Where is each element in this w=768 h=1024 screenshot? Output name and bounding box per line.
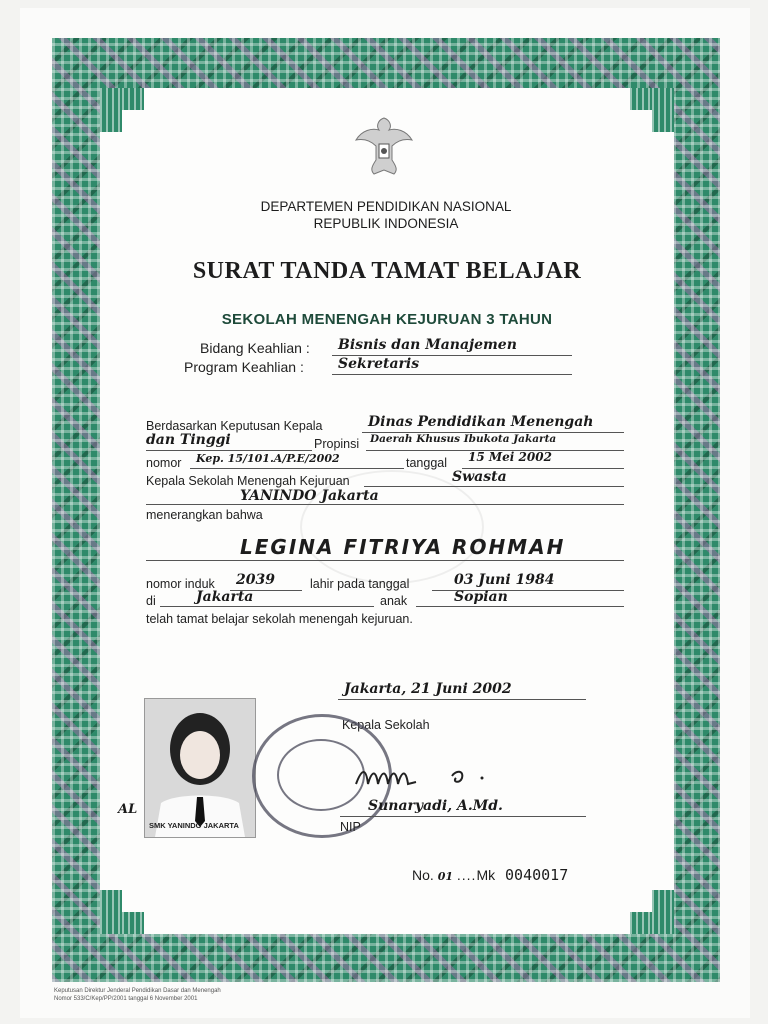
photo-caption: SMK YANINDO JAKARTA [149, 821, 239, 830]
kepala-sekolah-label: Kepala Sekolah Menengah Kejuruan [146, 474, 350, 488]
garuda-emblem-icon [352, 112, 416, 184]
corner-ornament-bottom-right-2 [630, 912, 652, 934]
graduation-statement: telah tamat belajar sekolah menengah kejuruan. [146, 612, 413, 626]
tanggal-value: 15 Mei 2002 [468, 450, 552, 464]
corner-ornament-bottom-right-3 [652, 890, 674, 912]
student-photo [144, 698, 256, 838]
kepala-sekolah-value: Swasta [452, 469, 507, 485]
bidang-value: Bisnis dan Manajemen [338, 337, 517, 353]
anak-value: Sopian [454, 589, 508, 605]
footnote-line-1: Keputusan Direktur Jenderal Pendidikan Dasar dan Menengah [54, 988, 221, 994]
footnote-line-2: Nomor 533/C/Kep/PP/2001 tanggal 6 November 2001 [54, 996, 198, 1002]
menerangkan-text: menerangkan bahwa [146, 508, 263, 522]
signature-scribble-icon [352, 762, 492, 792]
corner-ornament-bottom-left [100, 912, 122, 934]
school-type: SEKOLAH MENENGAH KEJURUAN 3 TAHUN [221, 311, 553, 328]
kepala-underline-2 [146, 450, 312, 451]
signer-underline [340, 816, 586, 817]
program-value: Sekretaris [338, 356, 420, 372]
corner-ornament-bottom-left-2 [122, 912, 144, 934]
corner-ornament-top-left-3 [100, 110, 122, 132]
nomor-underline [190, 468, 404, 469]
corner-ornament-top-right [652, 88, 674, 110]
lahir-label: lahir pada tanggal [310, 577, 410, 591]
anak-label: anak [380, 594, 408, 608]
serial-block: No. 01 ....Mk 0040017 [412, 866, 569, 884]
anak-underline [416, 606, 624, 607]
kepala-value-2: dan Tinggi [146, 432, 231, 448]
nomor-value: Kep. 15/101.A/P.E/2002 [196, 452, 340, 465]
lahir-value: 03 Juni 1984 [454, 572, 555, 588]
school-underline [146, 504, 624, 505]
propinsi-label: Propinsi [314, 437, 360, 451]
student-portrait-icon [145, 699, 255, 837]
corner-ornament-top-right-3 [652, 110, 674, 132]
place-and-date: Jakarta, 21 Juni 2002 [344, 681, 512, 697]
di-value: Jakarta [196, 589, 254, 605]
nomor-induk-value: 2039 [236, 572, 275, 588]
kepala-value-1: Dinas Pendidikan Menengah [368, 414, 594, 430]
program-label: Program Keahlian : [184, 359, 304, 375]
photo-side-mark: AL [118, 802, 138, 817]
kepala-sekolah-role: Kepala Sekolah [342, 718, 430, 732]
nomor-induk-label: nomor induk [146, 577, 215, 591]
place-date-underline [338, 699, 586, 700]
certificate-title: SURAT TANDA TAMAT BELAJAR [192, 258, 582, 284]
serial-suffix: Mk [476, 867, 496, 883]
propinsi-value: Daerah Khusus Ibukota Jakarta [370, 433, 557, 445]
student-name-underline [146, 560, 624, 561]
nomor-label: nomor [146, 456, 182, 470]
student-name: LEGINA FITRIYA ROHMAH [240, 535, 566, 559]
ministry-name: DEPARTEMEN PENDIDIKAN NASIONAL [260, 199, 512, 214]
signer-name: Sunaryadi, A.Md. [368, 798, 503, 814]
di-label: di [146, 594, 156, 608]
serial-number: 0040017 [505, 866, 569, 884]
school-value: YANINDO Jakarta [240, 488, 379, 504]
corner-ornament-bottom-right [652, 912, 674, 934]
corner-ornament-top-right-2 [630, 88, 652, 110]
country-name: REPUBLIK INDONESIA [313, 216, 459, 231]
corner-ornament-top-left [100, 88, 122, 110]
di-underline [160, 606, 374, 607]
corner-ornament-top-left-2 [122, 88, 144, 110]
program-underline [332, 374, 572, 375]
bidang-label: Bidang Keahlian : [200, 340, 310, 356]
corner-ornament-bottom-left-3 [100, 890, 122, 912]
tanggal-label: tanggal [406, 456, 448, 470]
kepala-sekolah-underline [364, 486, 624, 487]
intro-label: Berdasarkan Keputusan Kepala [146, 419, 323, 433]
serial-middle: 01 [437, 870, 453, 883]
serial-prefix: No. [412, 867, 434, 883]
nip-label: NIP [340, 820, 361, 834]
